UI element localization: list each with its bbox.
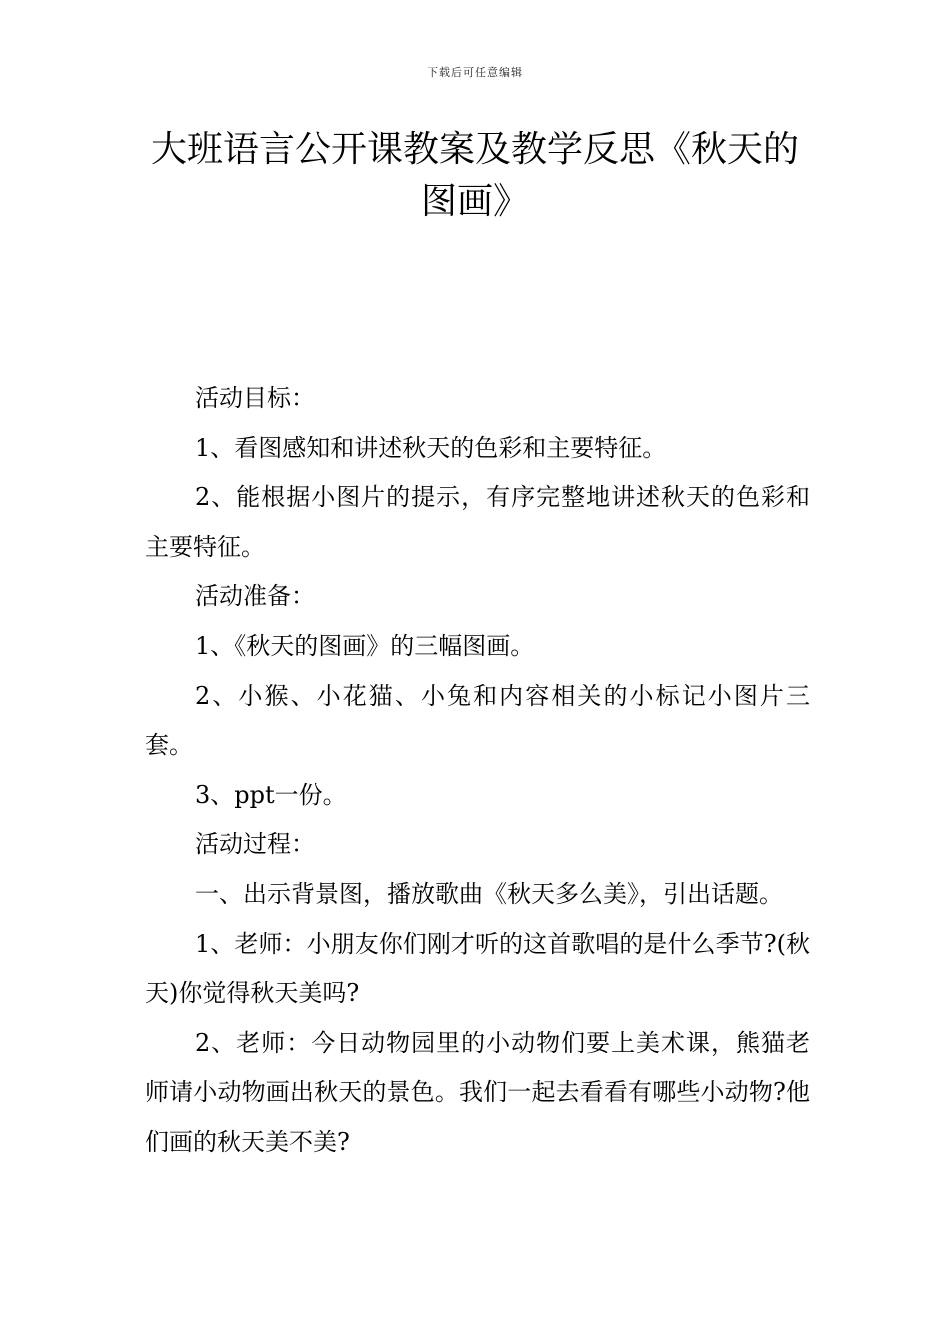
section-heading-process: 活动过程：: [195, 830, 315, 859]
document-body: [145, 374, 810, 1168]
paragraph-preparation-1: 1、《秋天的图画》的三幅图画。: [195, 631, 535, 660]
page-header-note: 下载后可任意编辑: [427, 66, 523, 79]
paragraph-goal-2: 2、能根据小图片的提示，有序完整地讲述秋天的色彩和主要特征。: [145, 483, 810, 561]
document-title: 大班语言公开课教案及教学反思《秋天的图画》: [150, 129, 799, 222]
paragraph-preparation-3: 3、ppt一份。: [195, 780, 347, 809]
section-heading-goals: 活动目标：: [195, 384, 315, 412]
paragraph-process-item-1: 1、老师：小朋友你们刚才听的这首歌唱的是什么季节?(秋天)你觉得秋天美吗?: [145, 929, 810, 1008]
paragraph-process-item-2: 2、老师：今日动物园里的小动物们要上美术课，熊猫老师请小动物画出秋天的景色。我们一起去看看有哪些小动物?他们画的秋天美不美?: [145, 1028, 810, 1156]
paragraph-process-step-1: 一、出示背景图，播放歌曲《秋天多么美》，引出话题。: [195, 879, 783, 908]
paragraph-preparation-2: 2、小猴、小花猫、小兔和内容相关的小标记小图片三套。: [145, 681, 810, 760]
paragraph-goal-1: 1、看图感知和讲述秋天的色彩和主要特征。: [195, 433, 667, 462]
section-heading-preparation: 活动准备：: [195, 582, 315, 611]
